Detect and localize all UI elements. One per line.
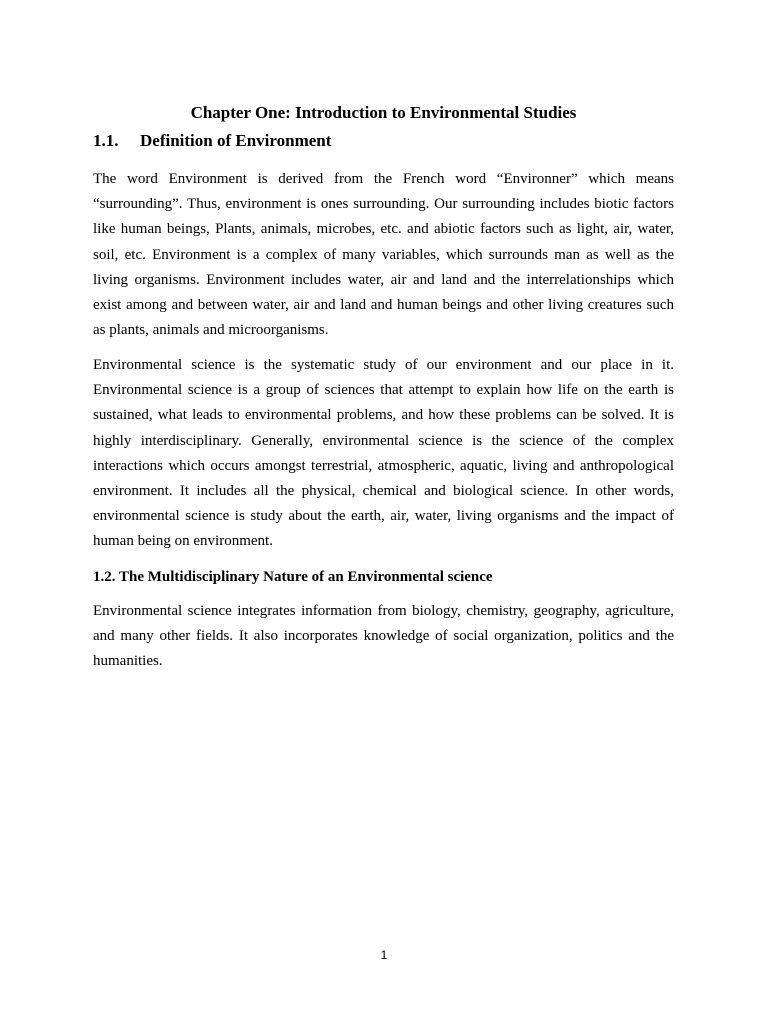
paragraph-definition: The word Environment is derived from the French word “Environner” which means “surrounding”. Thus, environment is ones surrounding. Our surrounding includes biotic factors like human beings, Plants, animals, microbes, etc. and abiotic factors such as light, air, water, soil, etc. Environment is a complex of many variables, which surrounds man as well as the living organisms. Environment includes water, air and land and the interrelationships which exist among and between water, air and land and human beings and other living creatures such as plants, animals and microorganisms. (93, 171, 674, 339)
chapter-title: Chapter One: Introduction to Environmental Studies (190, 103, 577, 122)
section-title: Definition of Environment (140, 131, 332, 150)
section-heading-definition (93, 130, 331, 152)
section-heading-multidisciplinary: 1.2. The Multidisciplinary Nature of an Environmental science (93, 569, 493, 585)
paragraph-environmental-science: Environmental science is the systematic study of our environment and our place in it. Environmental science is a group of sciences that attempt to explain how life on the earth is sustained, what leads to environmental problems, and how these problems can be solved. It is highly interdisciplinary. Generally, environmental science is the science of the complex interactions which occurs amongst terrestrial, atmospheric, aquatic, living and anthropological environment. It includes all the physical, chemical and biological science. In other words, environmental science is study about the earth, air, water, living organisms and the impact of human being on environment. (93, 357, 674, 550)
paragraph-multidisciplinary: Environmental science integrates information from biology, chemistry, geography, agriculture, and many other fields. It also incorporates knowledge of social organization, politics and the humanities. (93, 603, 674, 670)
page-number: 1 (380, 948, 388, 962)
section-number: 1.1. (93, 131, 119, 150)
